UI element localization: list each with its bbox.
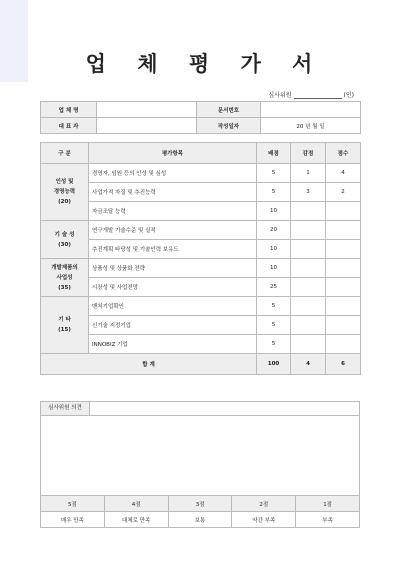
opinion-textarea[interactable] — [41, 416, 360, 496]
group-line: 기 타 — [58, 317, 71, 323]
item-cell: 추진계획 타당성 및 기술인력 보유도 — [89, 240, 257, 259]
deduct-cell[interactable] — [291, 335, 326, 354]
deduct-cell[interactable] — [291, 240, 326, 259]
max-cell: 5 — [257, 316, 291, 335]
group-line: (35) — [58, 284, 71, 291]
group-others — [41, 297, 89, 354]
deduct-cell[interactable] — [291, 202, 326, 221]
document-number-field[interactable] — [261, 102, 361, 118]
item-cell: 상품성 및 상품화 전략 — [89, 259, 257, 278]
scale-label[interactable]: 부족 — [296, 512, 360, 528]
scale-point: 2점 — [232, 496, 296, 512]
company-name-label: 업 체 명 — [41, 102, 97, 118]
item-cell: 자금조달 능력 — [89, 202, 257, 221]
table-row — [41, 278, 361, 297]
total-deduct: 4 — [291, 354, 326, 375]
scale-labels-row — [41, 512, 360, 528]
table-row — [41, 240, 361, 259]
company-name-field[interactable] — [97, 102, 197, 118]
header-category: 구 분 — [41, 143, 89, 164]
deduct-cell[interactable] — [291, 259, 326, 278]
item-cell: 경영자, 임원 등의 인성 및 심성 — [89, 164, 257, 183]
header-item: 평가항목 — [89, 143, 257, 164]
info-table — [40, 101, 361, 134]
group-line: 사업성 — [56, 274, 73, 281]
scale-point: 1점 — [296, 496, 360, 512]
reviewer-label: 심사위원 — [268, 92, 292, 99]
table-row — [41, 221, 361, 240]
scale-points-row — [41, 496, 360, 512]
max-cell: 10 — [257, 240, 291, 259]
table-header-row — [41, 143, 361, 164]
ceo-field[interactable] — [97, 118, 197, 134]
score-cell[interactable] — [326, 202, 361, 221]
deduct-cell[interactable] — [291, 297, 326, 316]
item-cell: 사업가적 자질 및 추진능력 — [89, 183, 257, 202]
max-cell: 25 — [257, 278, 291, 297]
total-max: 100 — [257, 354, 291, 375]
evaluation-table — [40, 142, 361, 375]
group-line: 기 술 성 — [54, 231, 75, 238]
item-cell: INNOBIZ 기업 — [89, 335, 257, 354]
group-technology — [41, 221, 89, 259]
item-cell: 연구개발 기술수준 및 실적 — [89, 221, 257, 240]
scale-point: 5점 — [41, 496, 105, 512]
max-cell: 5 — [257, 335, 291, 354]
score-cell[interactable] — [326, 221, 361, 240]
max-cell: 5 — [257, 183, 291, 202]
opinion-label: 심사위원 의견 — [41, 402, 90, 415]
item-cell: 시장성 및 사업전망 — [89, 278, 257, 297]
group-line: 인성 및 — [55, 179, 74, 185]
scale-label[interactable]: 약간 부족 — [232, 512, 296, 528]
date-field[interactable]: 20 년 월 일 — [261, 118, 361, 134]
table-row — [41, 202, 361, 221]
opinion-table — [40, 401, 360, 528]
group-personality — [41, 164, 89, 221]
date-label: 작성일자 — [197, 118, 261, 134]
item-cell: 벤처기업확인 — [89, 297, 257, 316]
group-line: (15) — [58, 327, 71, 333]
group-business — [41, 259, 89, 297]
group-line: 개발제품의 — [51, 264, 78, 271]
table-row — [41, 316, 361, 335]
reviewer-name-blank[interactable] — [294, 98, 342, 99]
table-row — [41, 183, 361, 202]
score-cell[interactable] — [326, 259, 361, 278]
header-max-score: 배점 — [257, 143, 291, 164]
max-cell: 10 — [257, 202, 291, 221]
seal-mark: (인) — [343, 92, 354, 99]
max-cell: 5 — [257, 297, 291, 316]
deduct-cell[interactable] — [291, 316, 326, 335]
reviewer-signature-line — [268, 90, 354, 99]
header-score: 점수 — [326, 143, 361, 164]
score-cell[interactable] — [326, 240, 361, 259]
group-line: (30) — [58, 241, 71, 248]
header-deduction: 감점 — [291, 143, 326, 164]
item-cell: 신기술 지정기업 — [89, 316, 257, 335]
table-row — [41, 335, 361, 354]
deduct-cell[interactable] — [291, 221, 326, 240]
score-cell[interactable] — [326, 278, 361, 297]
max-cell: 10 — [257, 259, 291, 278]
total-label: 합 계 — [41, 354, 257, 375]
opinion-header — [41, 402, 360, 416]
score-cell[interactable]: 4 — [326, 164, 361, 183]
deduct-cell[interactable] — [291, 278, 326, 297]
scale-label[interactable]: 대체로 만족 — [104, 512, 168, 528]
ceo-label: 대 표 자 — [41, 118, 97, 134]
max-cell: 5 — [257, 164, 291, 183]
score-cell[interactable]: 2 — [326, 183, 361, 202]
deduct-cell[interactable]: 3 — [291, 183, 326, 202]
group-line: 경영능력 — [53, 189, 76, 195]
score-cell[interactable] — [326, 335, 361, 354]
scale-label[interactable]: 매우 만족 — [41, 512, 105, 528]
scale-label[interactable]: 보통 — [168, 512, 232, 528]
document-number-label: 문서번호 — [197, 102, 261, 118]
table-row — [41, 259, 361, 278]
total-row — [41, 354, 361, 375]
group-line: (20) — [58, 199, 71, 205]
max-cell: 20 — [257, 221, 291, 240]
scale-point: 3점 — [168, 496, 232, 512]
scale-point: 4점 — [104, 496, 168, 512]
table-row — [41, 297, 361, 316]
total-score: 6 — [326, 354, 361, 375]
table-row — [41, 164, 361, 183]
document-title: 업 체 평 가 서 — [85, 52, 325, 76]
score-cell[interactable] — [326, 316, 361, 335]
score-cell[interactable] — [326, 297, 361, 316]
deduct-cell[interactable]: 1 — [291, 164, 326, 183]
